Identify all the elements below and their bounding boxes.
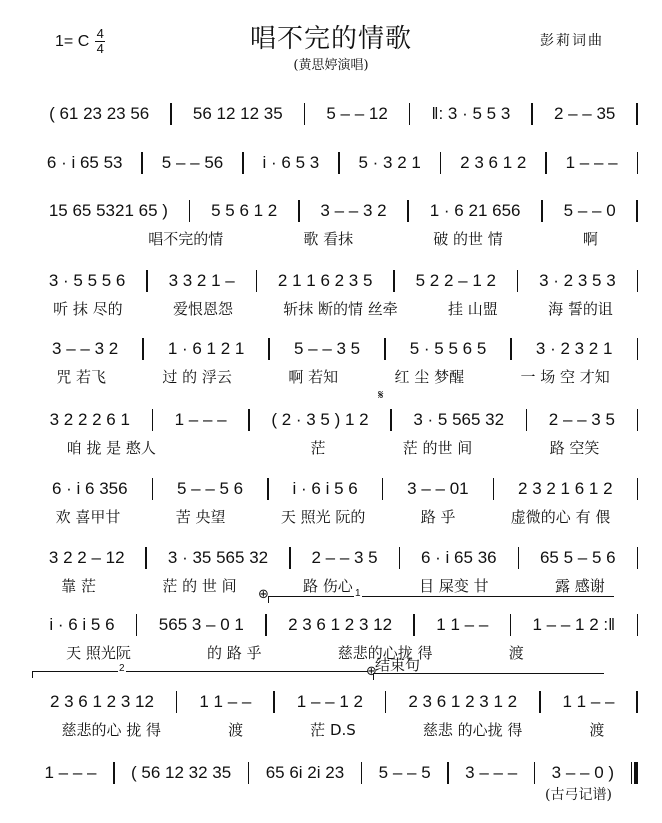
- lyric-segment: [562, 642, 638, 663]
- lyrics-row: [28, 719, 638, 740]
- lyric-segment: 慈悲的心拢 得: [337, 644, 433, 662]
- measure-notes: 2 3 6 1 2 3 1 2: [408, 692, 518, 711]
- measure: [362, 763, 447, 783]
- measure: [441, 153, 545, 173]
- measure: [28, 615, 136, 635]
- measure: [519, 548, 636, 568]
- measure-notes: 2 3 6 1 2 3 12: [49, 692, 154, 711]
- measure-notes: 3 – – –: [465, 763, 518, 782]
- lyric-segment: 露 感谢: [555, 577, 605, 595]
- ending-bracket: [373, 673, 604, 680]
- measure-notes: 2 3 6 1 2: [460, 153, 527, 172]
- measure: [177, 692, 273, 712]
- measure: [153, 410, 248, 430]
- volta-number: 1: [355, 588, 361, 599]
- measure: [400, 548, 517, 568]
- time-signature-bottom: 4: [96, 41, 104, 56]
- measure-notes: 15 65 5321 65 ): [48, 201, 168, 220]
- lyric-segment: 靠 茫: [61, 577, 96, 595]
- lyric-segment: 茫 的世 间: [402, 439, 473, 457]
- lyric-segment: 天 照光 阮的: [280, 508, 366, 526]
- score-row: [28, 409, 638, 431]
- measure: [244, 153, 338, 173]
- measure-notes: i · 6 i 5 6: [49, 615, 115, 634]
- bar-line: [636, 103, 638, 125]
- lyric-segment: 目 屎变 甘: [419, 577, 489, 595]
- measure: [300, 201, 408, 221]
- measure: [275, 692, 385, 712]
- measure-notes: 65 6i 2i 23: [265, 763, 345, 782]
- lyrics-row: [28, 298, 638, 319]
- composer-credit: 彭莉词曲: [540, 33, 604, 49]
- score-row: [28, 338, 638, 360]
- lyrics-row: [28, 437, 638, 458]
- lyric-segment: 的 路 乎: [207, 644, 262, 662]
- lyric-segment: 慈悲 的心拢 得: [422, 721, 523, 739]
- measure-notes: 5 5 6 1 2: [211, 201, 278, 220]
- lyric-segment: 茫: [310, 439, 326, 457]
- lyric-segment: 慈悲的心 拢 得: [61, 721, 162, 739]
- bar-line: [637, 270, 639, 292]
- lyric-segment: 咱 拢 是 憨人: [66, 439, 156, 457]
- lyrics-row: [28, 228, 638, 249]
- lyric-segment: 过 的 浮云: [162, 368, 232, 386]
- final-bar-line: [634, 762, 638, 784]
- measure: [449, 763, 534, 783]
- lyric-segment: 茫 D.S: [310, 721, 356, 739]
- bar-line: [631, 762, 633, 784]
- measure: [249, 763, 360, 783]
- lyrics-row: [28, 642, 638, 663]
- coda-icon: ⊕: [258, 586, 269, 601]
- measure-notes: 2 3 2 1 6 1 2: [518, 479, 613, 498]
- lyric-segment: 虚微的心 有 偎: [510, 508, 611, 526]
- measure-notes: 5 · 3 2 1: [358, 153, 421, 172]
- measure-notes: 3 · 5 5 5 6: [48, 271, 126, 290]
- measure-notes: 3 · 5 565 32: [413, 410, 505, 429]
- measure-notes: 6 · i 65 36: [421, 548, 497, 567]
- measure: [28, 763, 113, 783]
- measure: [518, 271, 636, 291]
- score-row: [28, 152, 638, 174]
- measure-notes: 1 · 6 1 2 1: [167, 339, 245, 358]
- segno-icon: 𝄋: [378, 387, 384, 402]
- lyrics-row: [28, 506, 638, 527]
- measure: [340, 153, 440, 173]
- measure-notes: 6 · i 6 356: [51, 479, 128, 498]
- measure-notes: 3 – – 3 2: [52, 339, 119, 358]
- measure: [267, 615, 414, 635]
- score-row: [28, 691, 638, 713]
- measure: [28, 692, 176, 712]
- lyric-segment: 歌 看抹: [303, 230, 354, 248]
- score-row: [28, 478, 638, 500]
- measure: [115, 763, 248, 783]
- measure: [543, 201, 637, 221]
- lyric-segment: 啊: [582, 230, 598, 248]
- measure: [291, 548, 399, 568]
- score-row: [28, 614, 638, 636]
- measure-notes: 2 3 6 1 2 3 12: [288, 615, 393, 634]
- measure-notes: ( 56 12 32 35: [131, 763, 232, 782]
- measure: [395, 271, 517, 291]
- measure-notes: ( 61 23 23 56: [49, 104, 150, 123]
- measure: [28, 153, 141, 173]
- lyric-segment: 挂 山盟: [448, 300, 498, 318]
- lyric-segment: 破 的世 情: [433, 230, 503, 248]
- measure-notes: 1 – – –: [44, 763, 97, 782]
- measure: [147, 548, 289, 568]
- score-row: [28, 547, 638, 569]
- measure: [392, 410, 526, 430]
- measure: [409, 201, 541, 221]
- measure: [144, 339, 269, 359]
- measure: [415, 615, 510, 635]
- measure: [527, 410, 636, 430]
- bar-line: [637, 409, 639, 431]
- measure-notes: 3 2 2 – 12: [48, 548, 125, 567]
- lyric-segment: 唱不完的情: [148, 230, 224, 248]
- measure: [250, 410, 391, 430]
- measure: [257, 271, 393, 291]
- measure-notes: 5 – – 5 6: [176, 479, 244, 498]
- lyric-segment: 路 空笑: [549, 439, 600, 457]
- lyric-segment: 欢 喜甲甘: [55, 508, 121, 526]
- measure: [28, 104, 170, 124]
- measure: [305, 104, 409, 124]
- lyric-segment: 苦 央望: [175, 508, 226, 526]
- measure: [148, 271, 256, 291]
- measure-notes: 3 – – 3 2: [320, 201, 387, 220]
- volta-bracket-2: [32, 663, 368, 678]
- measure-notes: 3 · 35 565 32: [167, 548, 269, 567]
- measure-notes: 1 – – 1 2 :‖: [532, 615, 616, 634]
- lyrics-row: [28, 366, 638, 387]
- ending-label: 结束句: [375, 657, 421, 674]
- measure: [547, 153, 637, 173]
- bar-line: [637, 547, 639, 569]
- measure: [410, 104, 531, 124]
- measure: [28, 339, 142, 359]
- measure-notes: 565 3 – 0 1: [158, 615, 244, 634]
- measure-notes: 2 – – 3 5: [548, 410, 615, 429]
- measure: [137, 615, 265, 635]
- lyric-segment: [195, 437, 272, 458]
- measure-notes: i · 6 5 3: [262, 153, 320, 172]
- bar-line: [637, 152, 639, 174]
- measure-notes: 3 – – 0 ): [551, 763, 615, 782]
- score-row: [28, 762, 638, 784]
- volta-number: 2: [119, 663, 125, 674]
- measure: [494, 479, 636, 499]
- lyric-segment: 听 抹 尽的: [53, 300, 123, 318]
- time-signature-top: 4: [96, 26, 104, 41]
- lyric-segment: 渡: [589, 721, 605, 739]
- bar-line: [637, 478, 639, 500]
- lyric-segment: 海 誓的诅: [548, 300, 613, 318]
- measure-notes: 5 – – 0: [563, 201, 616, 220]
- measure-notes: 5 – – 5: [378, 763, 431, 782]
- measure: [386, 692, 539, 712]
- measure-notes: 5 – – 56: [161, 153, 224, 172]
- coda-icon: ⊕: [366, 663, 377, 678]
- lyric-segment: 渡: [508, 644, 524, 662]
- measure-notes: ( 2 · 3 5 ) 1 2: [271, 410, 369, 429]
- song-title: 唱不完的情歌: [249, 24, 412, 54]
- lyrics-row: [28, 575, 638, 596]
- lyric-segment: 咒 若飞: [56, 368, 106, 386]
- measure-notes: 5 2 2 – 1 2: [415, 271, 496, 290]
- lyric-segment: 一 场 空 才知: [520, 368, 610, 386]
- measure-notes: 3 – – 01: [407, 479, 469, 498]
- measure: [511, 615, 636, 635]
- measure-notes: ‖: 3 · 5 5 3: [431, 104, 511, 123]
- lyric-segment: 斩抹 断的情 丝牵: [283, 300, 398, 318]
- notation-credit: (古弓记谱): [545, 787, 612, 803]
- measure: [143, 153, 242, 173]
- lyric-segment: 啊 若知: [288, 368, 339, 386]
- lyric-segment: 渡: [228, 721, 244, 739]
- measure: [386, 339, 511, 359]
- bar-line: [636, 691, 638, 713]
- measure-notes: 5 · 5 5 6 5: [409, 339, 487, 358]
- measure: [270, 339, 384, 359]
- measure: [383, 479, 492, 499]
- measure-notes: i · 6 i 5 6: [292, 479, 358, 498]
- lyric-segment: 路 乎: [420, 508, 456, 526]
- measure-notes: 5 – – 3 5: [293, 339, 361, 358]
- measure: [28, 410, 152, 430]
- measure-notes: 1 1 – –: [562, 692, 615, 711]
- measure-notes: 2 – – 3 5: [311, 548, 378, 567]
- measure-notes: 65 5 – 5 6: [539, 548, 616, 567]
- lyric-segment: [28, 228, 108, 249]
- measure-notes: 1 1 – –: [436, 615, 489, 634]
- measure-notes: 3 2 2 2 6 1: [49, 410, 130, 429]
- lyric-segment: 茫 的 世 间: [162, 577, 237, 595]
- bar-line: [637, 338, 639, 360]
- measure: [28, 479, 152, 499]
- measure-notes: 1 1 – –: [199, 692, 252, 711]
- volta-bracket-1: [268, 588, 614, 603]
- measure-notes: 3 3 2 1 –: [168, 271, 235, 290]
- score-row: [28, 270, 638, 292]
- measure-notes: 56 12 12 35: [192, 104, 283, 123]
- measure-notes: 1 – – –: [174, 410, 227, 429]
- measure: [541, 692, 637, 712]
- measure: [269, 479, 382, 499]
- lyric-segment: 天 照光阮: [66, 644, 131, 662]
- measure: [533, 104, 637, 124]
- score-row: [28, 103, 638, 125]
- lyric-segment: 爱恨恩怨: [172, 300, 233, 318]
- measure: [190, 201, 298, 221]
- measure-notes: 5 – – 12: [326, 104, 388, 123]
- measure-notes: 3 · 2 3 5 3: [539, 271, 616, 290]
- measure: [28, 548, 145, 568]
- score-row: [28, 200, 638, 222]
- measure-notes: 1 – – 1 2: [296, 692, 363, 711]
- measure: [28, 201, 189, 221]
- bar-line: [636, 200, 638, 222]
- measure: [535, 763, 630, 783]
- measure-notes: 2 – – 35: [553, 104, 616, 123]
- measure: [172, 104, 304, 124]
- measure: [28, 271, 146, 291]
- measure-notes: 1 · 6 21 656: [429, 201, 521, 220]
- performer-subtitle: (黄思婷演唱): [293, 58, 369, 73]
- measure-notes: 6 · i 65 53: [46, 153, 123, 172]
- bar-line: [637, 614, 639, 636]
- lyric-segment: 路 伤心: [302, 577, 353, 595]
- measure-notes: 3 · 2 3 2 1: [535, 339, 613, 358]
- measure-notes: 1 – – –: [565, 153, 618, 172]
- measure: [512, 339, 637, 359]
- measure: [153, 479, 267, 499]
- measure-notes: 2 1 1 6 2 3 5: [277, 271, 373, 290]
- key-label: 1= C: [55, 32, 90, 50]
- lyric-segment: 红 尘 梦醒: [394, 368, 465, 386]
